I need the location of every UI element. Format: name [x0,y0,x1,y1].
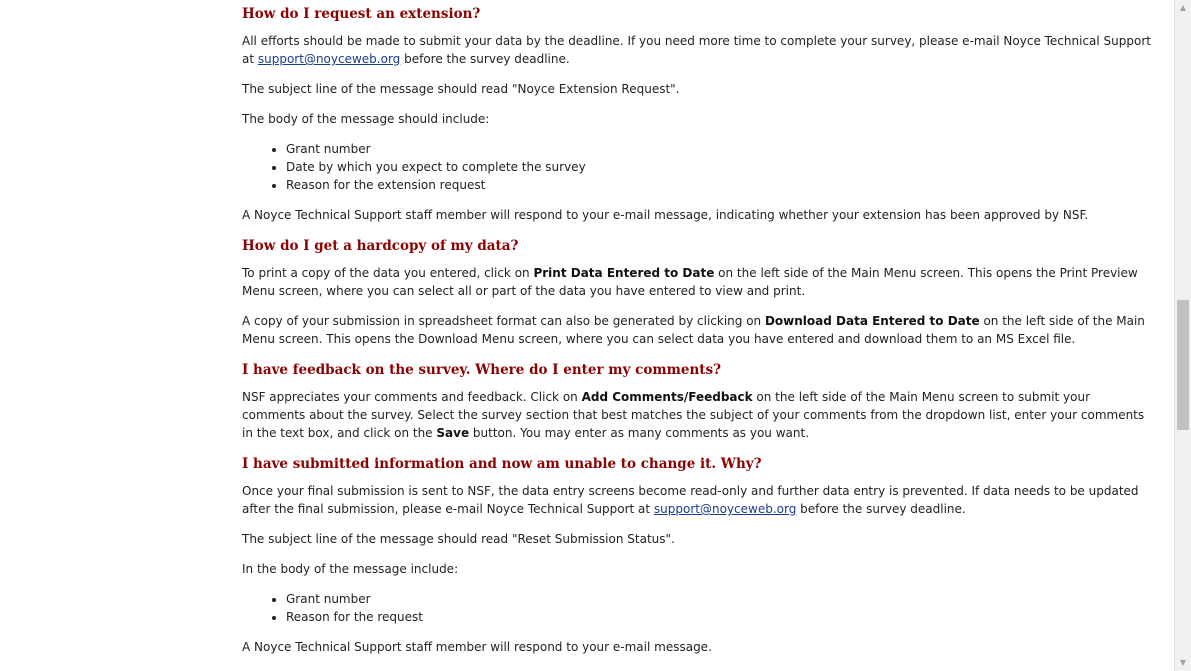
list-item: • Grant number [286,590,1152,608]
list-item: • Grant number [286,140,1152,158]
faq-paragraph: All efforts should be made to submit your data by the deadline. If you need more time to complete your survey, please e-mail Noyce Technical Support at support@noyceweb.org before the survey deadline. [242,34,1151,66]
faq-paragraph: The subject line of the message should read "Noyce Extension Request". [242,82,680,96]
scroll-thumb[interactable] [1177,300,1189,430]
scroll-down-icon[interactable]: ▼ [1179,658,1187,667]
save-label: Save [436,426,470,440]
reset-body-list [242,590,1152,626]
faq-paragraph: To print a copy of the data you entered, click on Print Data Entered to Date on the left side of the Main Menu screen. This opens the Print Preview Menu screen, where you can select all or part of the data you have entered to view and print. [242,266,1138,298]
list-item: • Reason for the request [286,608,1152,626]
download-data-label: Download Data Entered to Date [764,314,980,328]
faq-paragraph: A Noyce Technical Support staff member will respond to your e-mail message, indicating whether your extension has been approved by NSF. [242,208,1089,222]
faq-paragraph: The body of the message should include: [242,112,490,126]
scroll-up-icon[interactable]: ▲ [1179,3,1187,12]
list-item: • Reason for the extension request [286,176,1152,194]
faq-heading-extension: How do I request an extension? [242,6,481,22]
faq-paragraph: NSF appreciates your comments and feedback. Click on Add Comments/Feedback on the left side of the Main Menu screen to submit your comments about the survey. Select the survey section that best matches the subject of your comments from the dropdown list, enter your comments in the text box, and click on the Save button. You may enter as many comments as you want. [242,390,1145,440]
faq-heading-submitted: I have submitted information and now am unable to change it. Why? [242,456,762,472]
support-email-link[interactable]: support@noyceweb.org [653,502,797,516]
faq-heading-hardcopy: How do I get a hardcopy of my data? [242,238,519,254]
print-data-label: Print Data Entered to Date [533,266,715,280]
faq-paragraph: A Noyce Technical Support staff member will respond to your e-mail message. [242,640,712,654]
extension-body-list [242,140,1152,194]
faq-paragraph: The subject line of the message should read "Reset Submission Status". [242,532,675,546]
faq-heading-feedback: I have feedback on the survey. Where do I enter my comments? [242,362,722,378]
vertical-scrollbar[interactable] [1174,0,1191,671]
faq-paragraph: In the body of the message include: [242,562,459,576]
add-comments-label: Add Comments/Feedback [581,390,753,404]
faq-content [242,0,1152,668]
faq-paragraph: Once your final submission is sent to NSF, the data entry screens become read-only and further data entry is prevented. If data needs to be updated after the final submission, please e-mail Noyce Technical Support at support@noyceweb.org before the survey deadline. [242,484,1139,516]
list-item: • Date by which you expect to complete the survey [286,158,1152,176]
support-email-link[interactable]: support@noyceweb.org [257,52,401,66]
faq-paragraph: A copy of your submission in spreadsheet format can also be generated by clicking on Download Data Entered to Date on the left side of the Main Menu screen. This opens the Download Menu screen, where you can select data you have entered and download them to an MS Excel file. [242,314,1145,346]
